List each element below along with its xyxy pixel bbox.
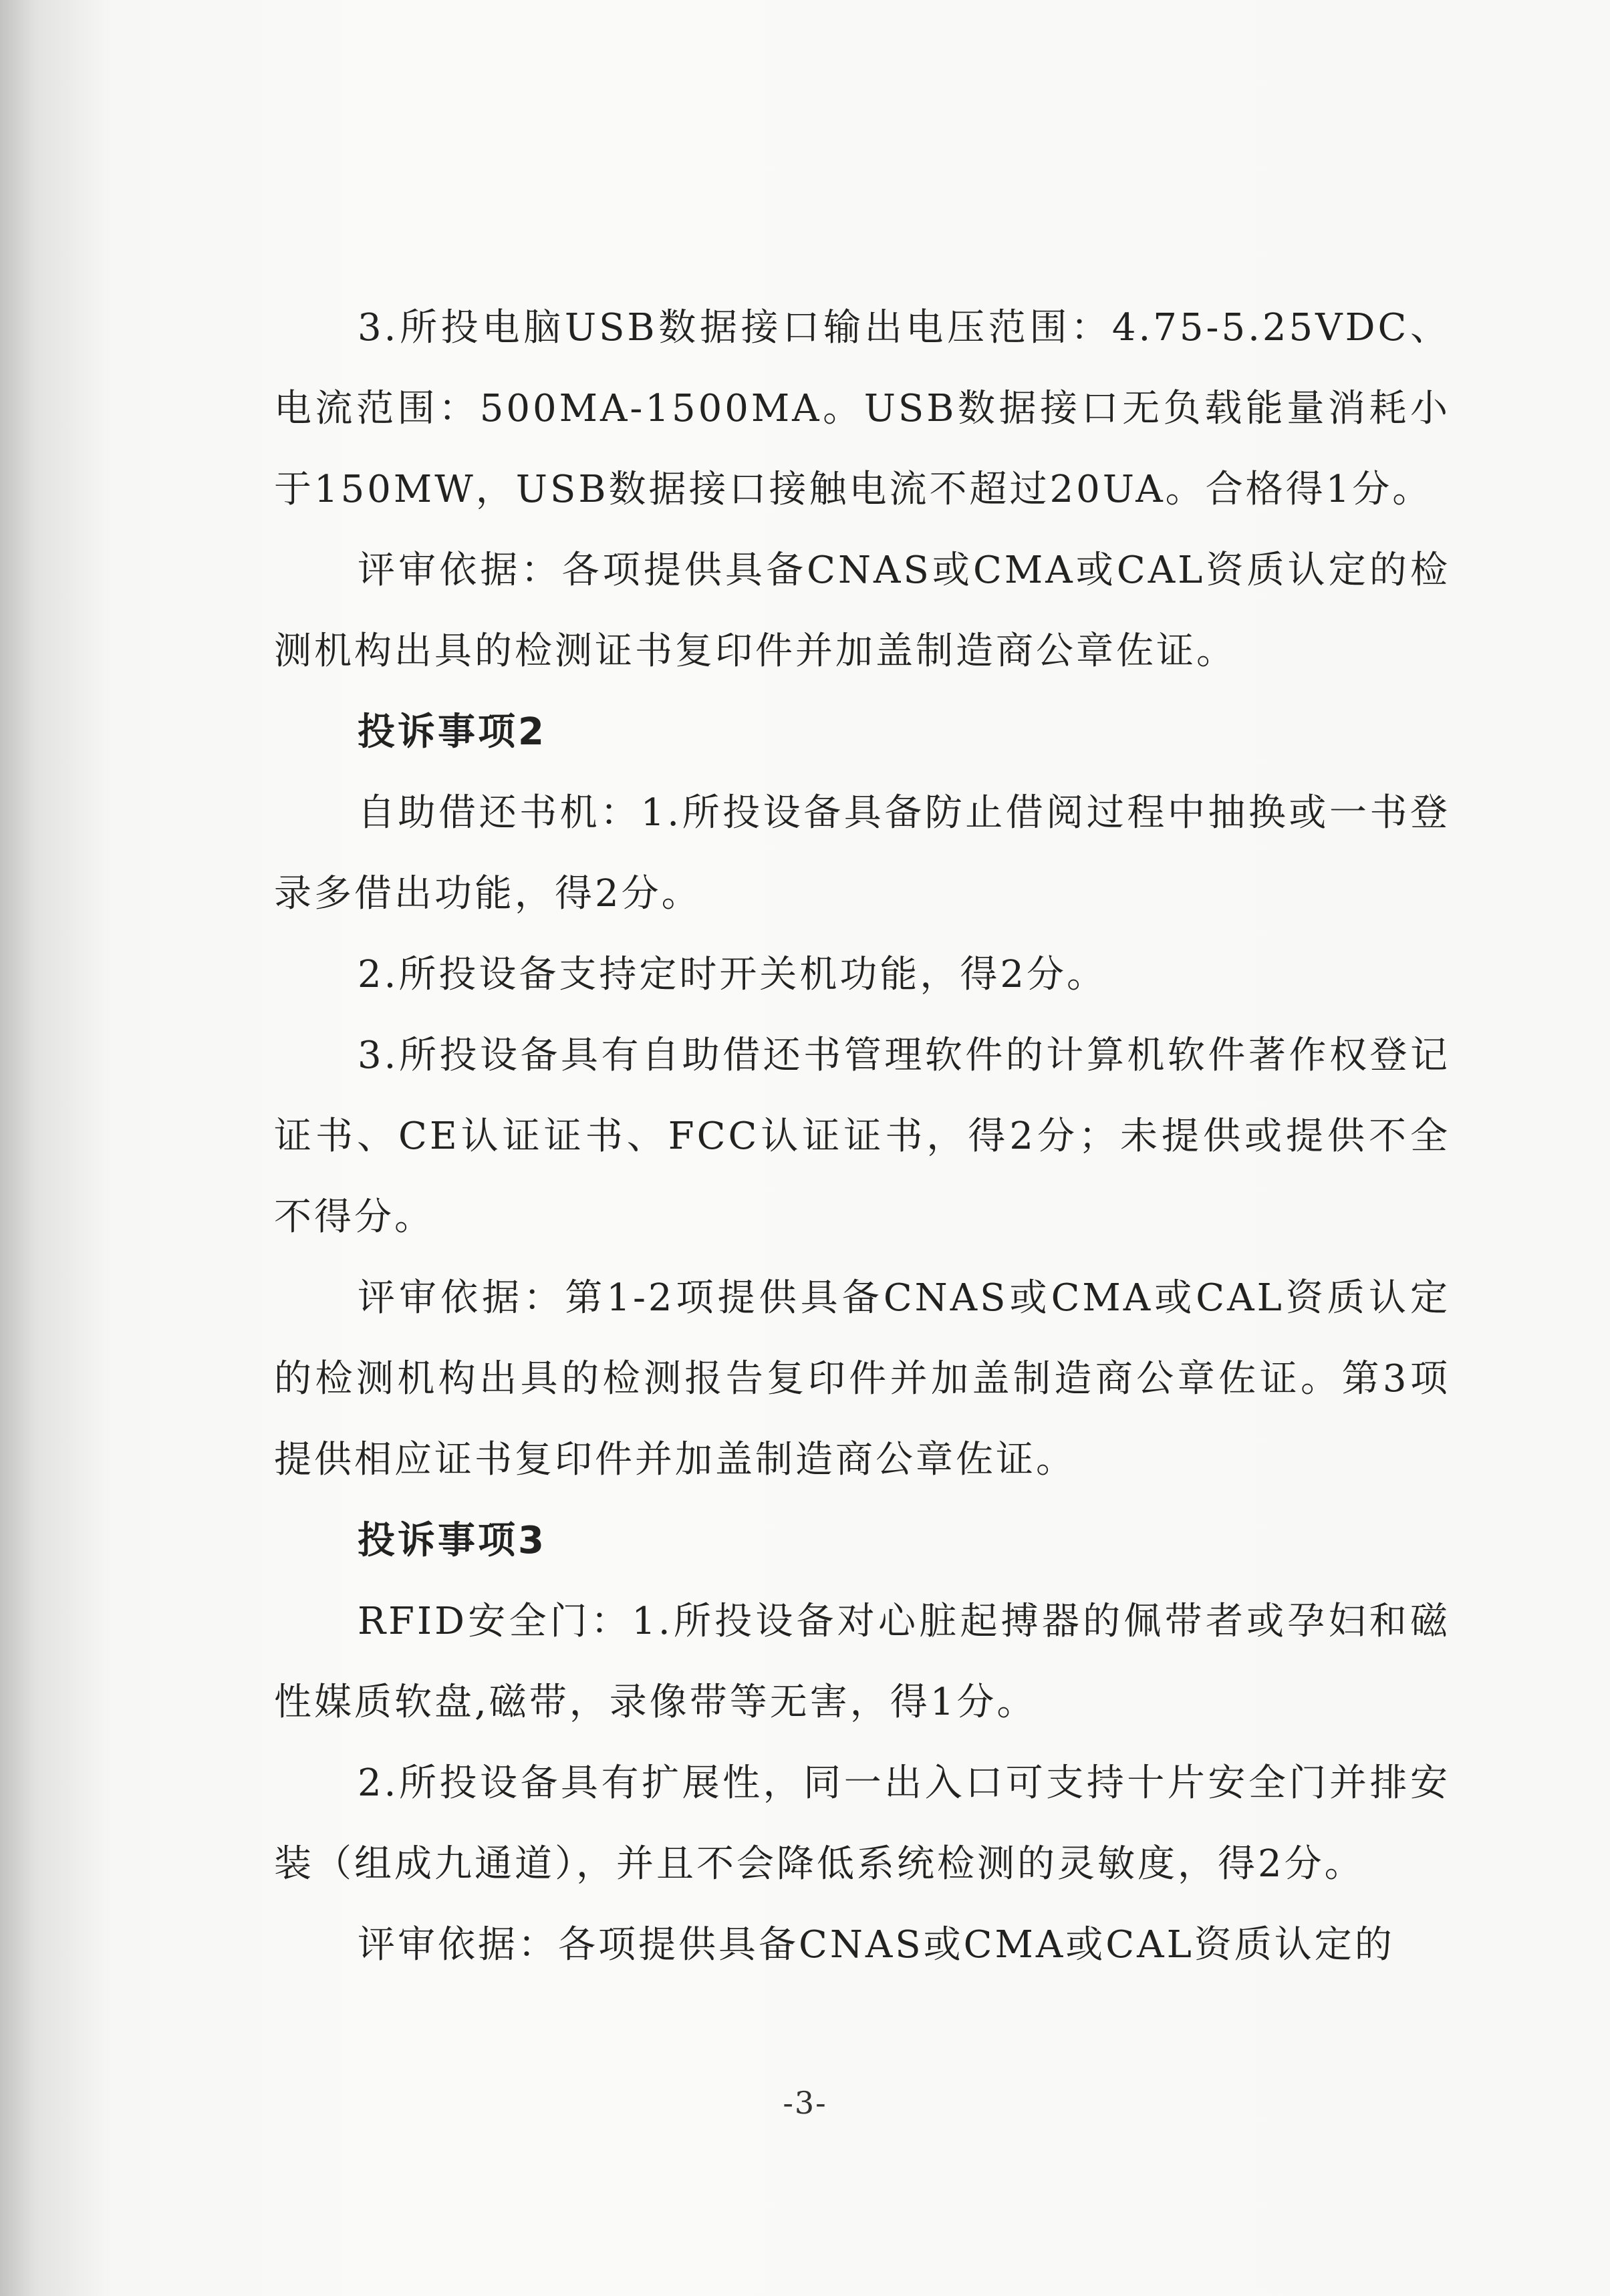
paragraph-self-service-machine: 自助借还书机：1.所投设备具备防止借阅过程中抽换或一书登录多借出功能，得2分。 (274, 791, 1450, 915)
paper-fold-shadow (0, 0, 114, 2296)
paragraph-review-basis-1: 评审依据：各项提供具备CNAS或CMA或CAL资质认定的检测机构出具的检测证书复印件并加盖制造商公章佐证。 (274, 549, 1450, 673)
paragraph-expandability: 2.所投设备具有扩展性，同一出入口可支持十片安全门并排安装（组成九通道），并且不会降低系统检测的灵敏度，得2分。 (274, 1761, 1450, 1886)
document-body (274, 287, 1450, 1985)
heading-complaint-item-2: 投诉事项2 (358, 710, 547, 754)
paragraph-review-basis-3: 评审依据：各项提供具备CNAS或CMA或CAL资质认定的 (358, 1923, 1395, 1967)
paragraph-certificates: 3.所投设备具有自助借还书管理软件的计算机软件著作权登记证书、CE认证证书、FCC认证证书，得2分；未提供或提供不全不得分。 (274, 1034, 1450, 1239)
paragraph-usb-specs: 3.所投电脑USB数据接口输出电压范围：4.75-5.25VDC、电流范围：500MA-1500MA。USB数据接口无负载能量消耗小于150MW，USB数据接口接触电流不超过20UA。合格得1分。 (274, 306, 1450, 511)
paragraph-timer-power: 2.所投设备支持定时开关机功能，得2分。 (358, 953, 1107, 996)
paragraph-review-basis-2: 评审依据：第1-2项提供具备CNAS或CMA或CAL资质认定的检测机构出具的检测报告复印件并加盖制造商公章佐证。第3项提供相应证书复印件并加盖制造商公章佐证。 (274, 1276, 1450, 1481)
heading-complaint-item-3: 投诉事项3 (358, 1519, 547, 1562)
page-number: -3- (783, 2085, 827, 2121)
paragraph-rfid-gate: RFID安全门：1.所投设备对心脏起搏器的佩带者或孕妇和磁性媒质软盘,磁带，录像带等无害，得1分。 (274, 1600, 1450, 1724)
